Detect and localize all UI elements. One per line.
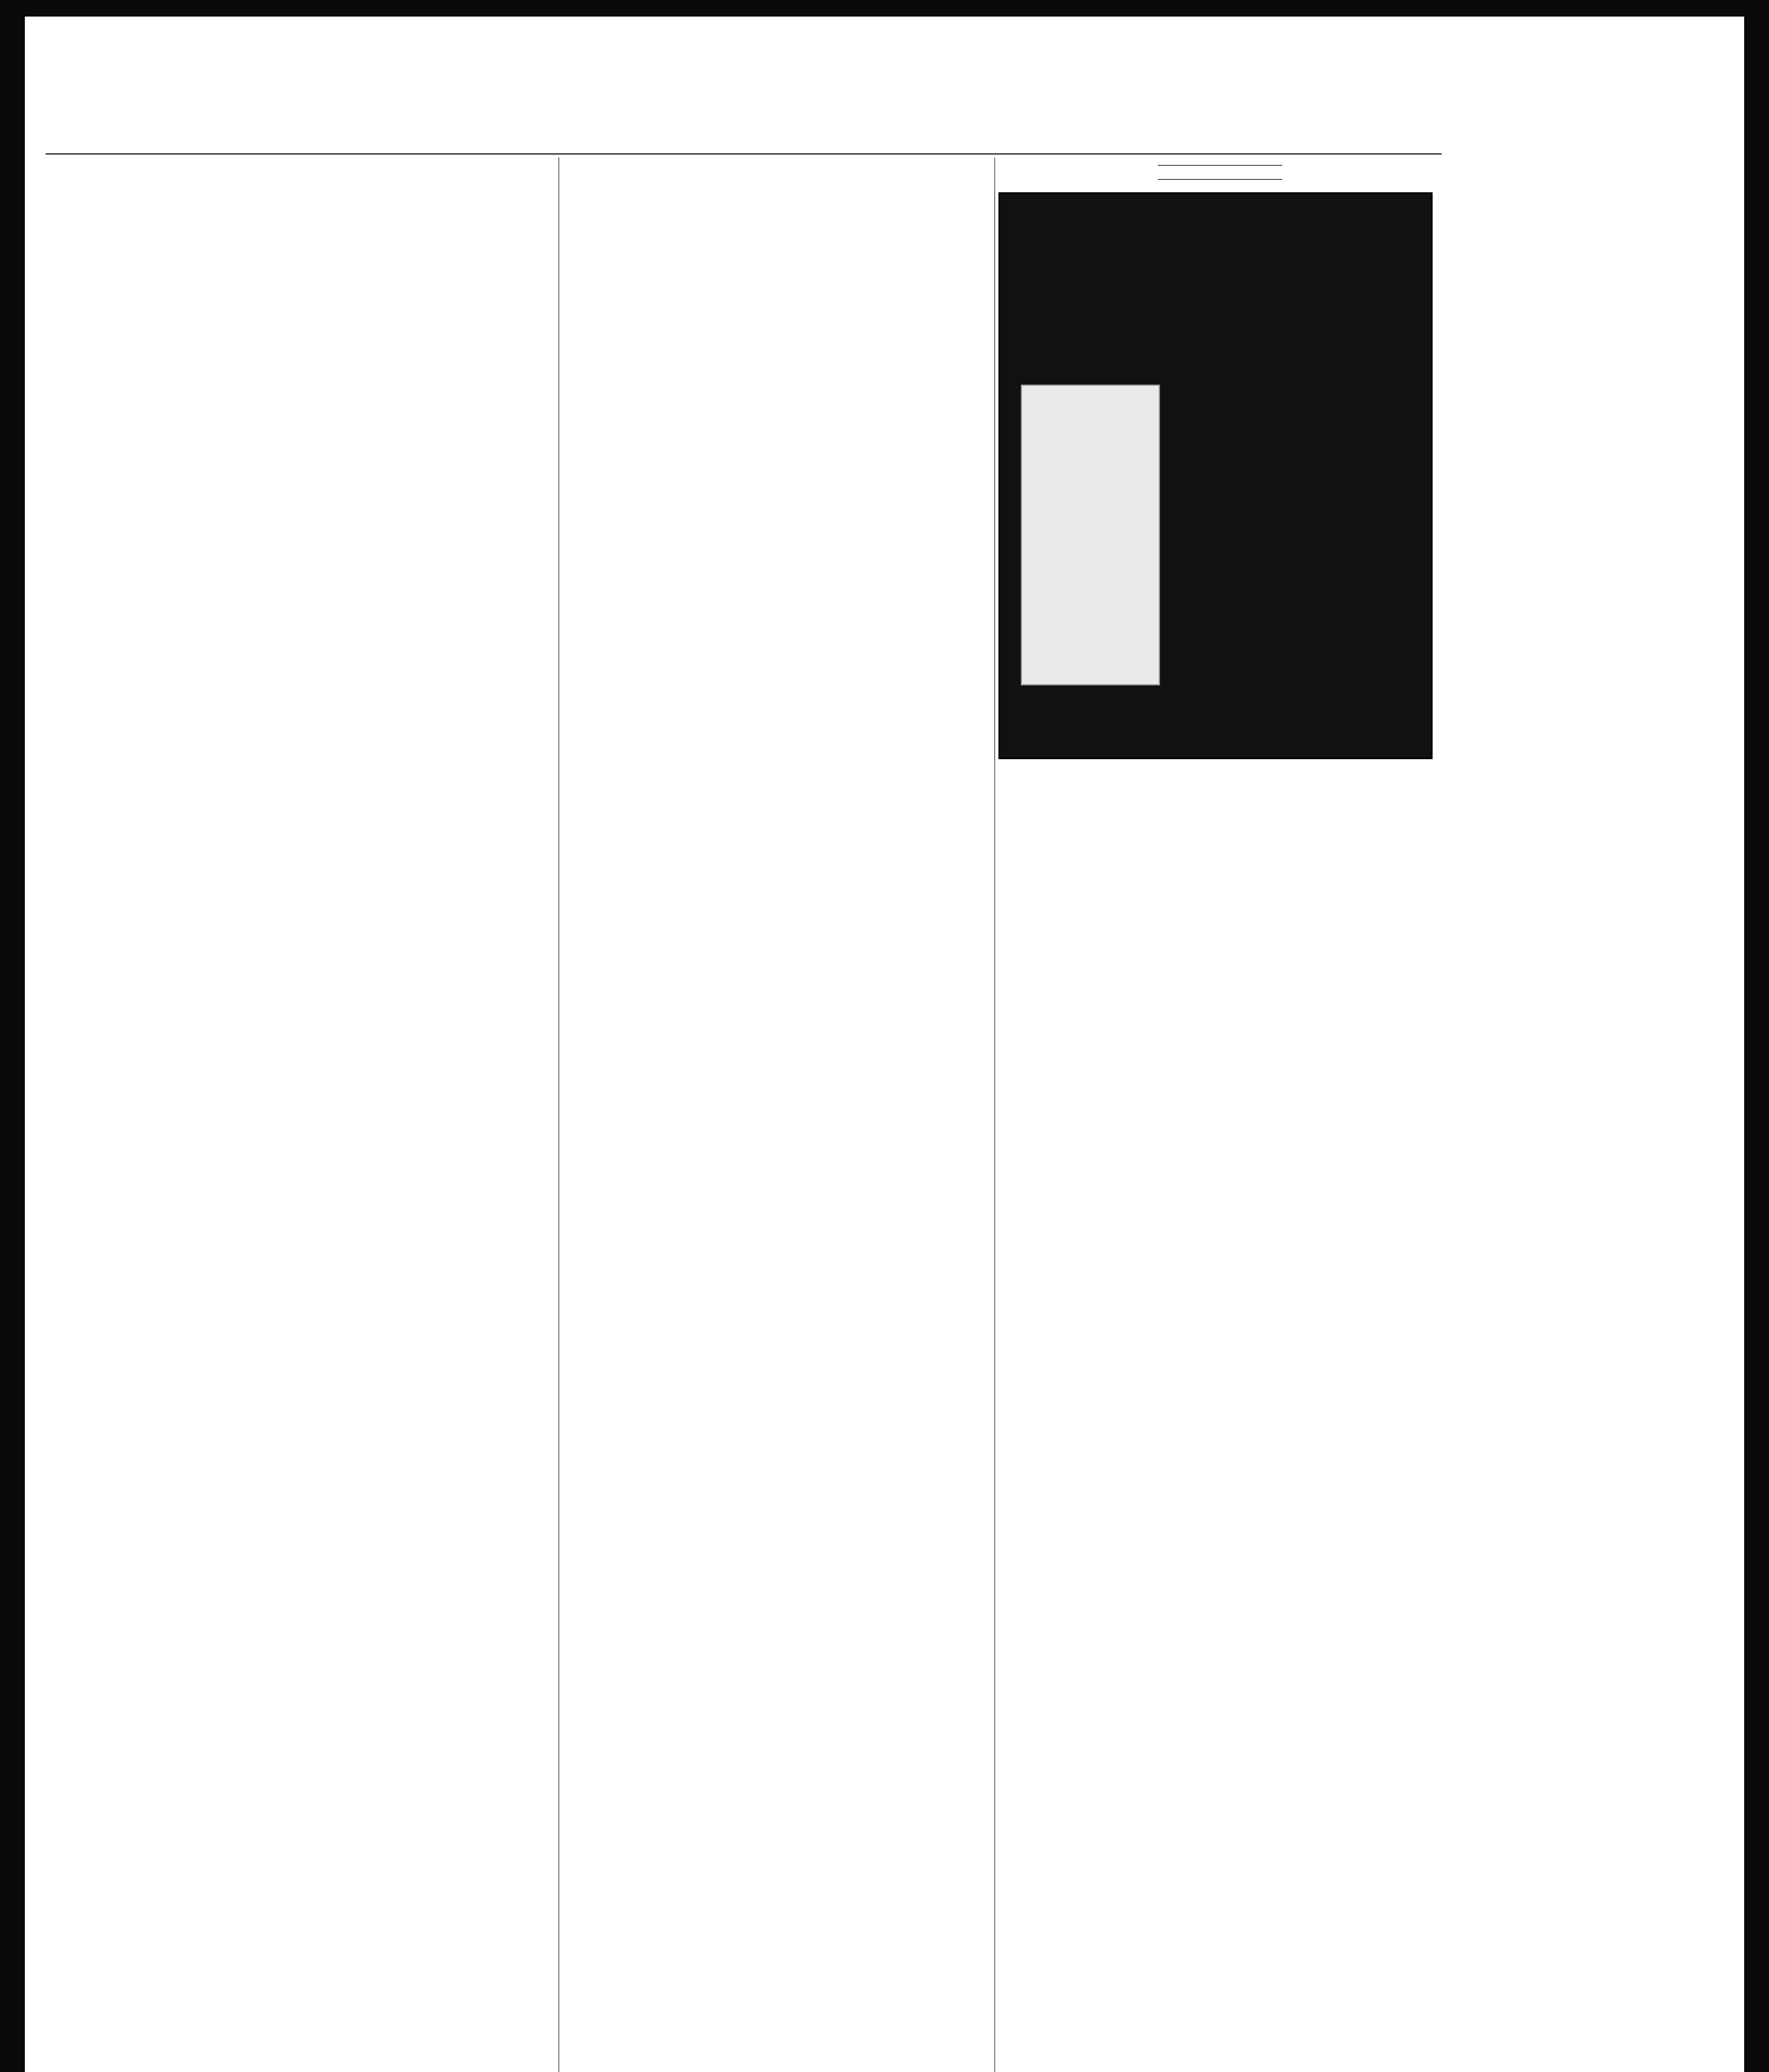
column-3 bbox=[998, 157, 1442, 2072]
sidebar-caption bbox=[2, 1077, 23, 1658]
newspaper-page bbox=[37, 33, 1736, 2072]
header-rule bbox=[46, 153, 1442, 155]
scan-border-right bbox=[1744, 0, 1769, 2072]
scan-border-left bbox=[0, 0, 25, 2072]
column-1 bbox=[46, 157, 555, 2072]
column-divider bbox=[994, 157, 995, 2072]
scan-border-top bbox=[0, 0, 1769, 17]
ad-bottom-line bbox=[1013, 726, 1087, 745]
advertisement-wengrova bbox=[998, 192, 1433, 759]
coffee-package-illustration bbox=[1021, 385, 1160, 685]
column-2 bbox=[563, 157, 990, 2072]
divider bbox=[1158, 165, 1282, 166]
column-divider bbox=[558, 157, 559, 2072]
divider bbox=[1158, 179, 1282, 180]
